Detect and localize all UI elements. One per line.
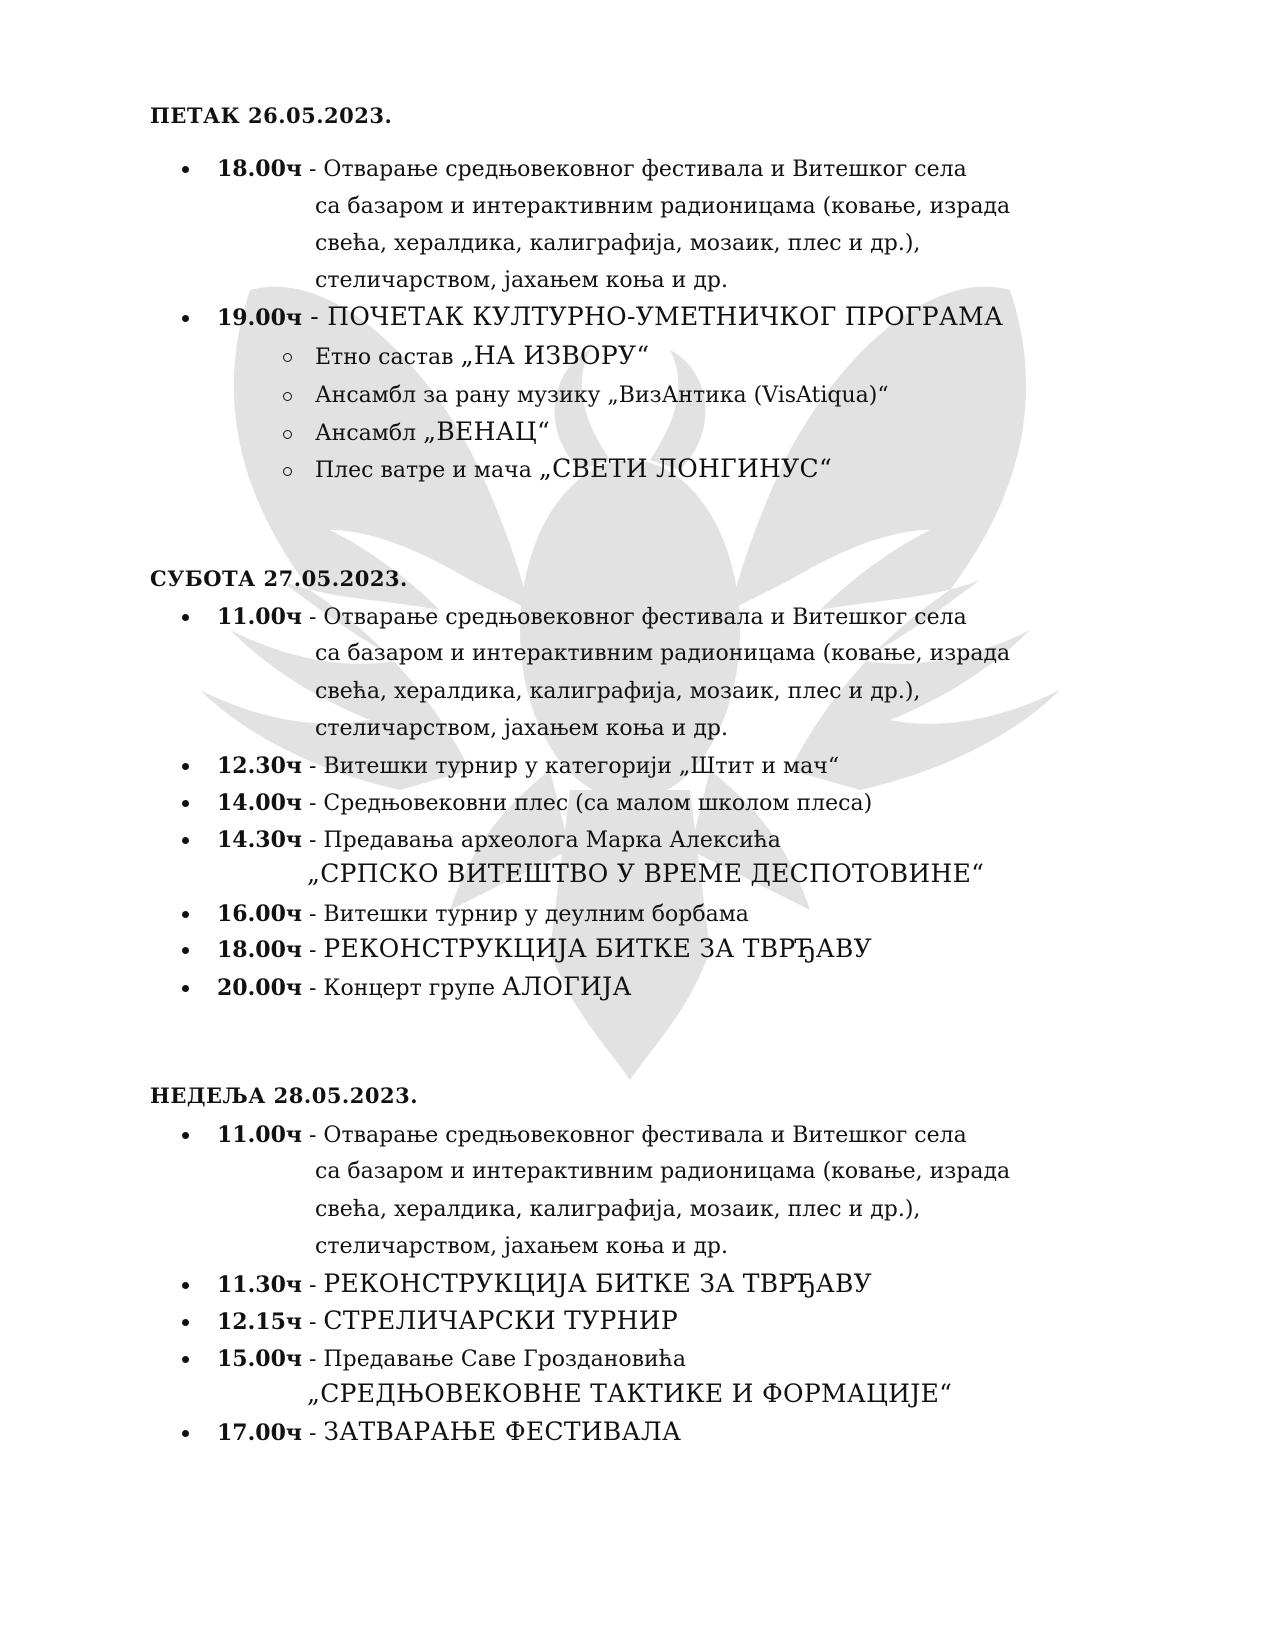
- item-time: 16.00ч: [217, 901, 302, 927]
- item-continuation: са базаром и интерактивним радионицама (ковање, израда: [315, 641, 1011, 666]
- item-highlight: РЕКОНСТРУКЦИЈА БИТКЕ ЗА ТВРЂАВУ: [323, 1269, 873, 1298]
- bullet-icon: [182, 166, 189, 173]
- item-text: - Концерт групе: [302, 976, 502, 1001]
- bullet-icon: [182, 985, 189, 992]
- schedule-item: [217, 1121, 967, 1150]
- item-text: - Отварање средњовековног фестивала и Витешког села: [302, 605, 967, 630]
- sub-item-label: Ансамбл за рану музику „ВизАнтика (VisAtiqua)“: [315, 383, 889, 408]
- item-time: 11.00ч: [217, 1122, 302, 1148]
- bullet-icon: [182, 911, 189, 918]
- item-time: 17.00ч: [217, 1420, 302, 1446]
- schedule-item: [217, 1307, 678, 1337]
- schedule-item: [217, 900, 749, 929]
- item-continuation: свећа, хералдика, калиграфија, мозаик, плес и др.),: [315, 231, 921, 256]
- sub-item-name: „СВЕТИ ЛОНГИНУС“: [538, 454, 833, 483]
- item-time: 12.30ч: [217, 753, 302, 779]
- item-continuation: стеличарством, јахањем коња и др.: [315, 1234, 728, 1259]
- bullet-icon: [182, 800, 189, 807]
- item-highlight: СТРЕЛИЧАРСКИ ТУРНИР: [323, 1306, 678, 1335]
- bullet-icon: [182, 763, 189, 770]
- item-text: - Витешки турнир у деулним борбама: [302, 902, 749, 927]
- item-continuation: стеличарством, јахањем коња и др.: [315, 716, 728, 741]
- item-text: - Средњовековни плес (са малом школом плеса): [302, 791, 873, 816]
- sub-item-label: Плес ватре и мача: [315, 458, 539, 483]
- item-continuation: стеличарством, јахањем коња и др.: [315, 268, 728, 293]
- sub-item: [315, 455, 832, 485]
- item-highlight: АЛОГИЈА: [502, 972, 632, 1001]
- item-time: 12.15ч: [217, 1309, 302, 1335]
- schedule-item: [217, 789, 872, 818]
- sub-item-label: Ансамбл: [315, 421, 424, 446]
- item-text: - Предавање Саве Гроздановића: [302, 1347, 686, 1372]
- schedule-item: [217, 826, 781, 855]
- item-time: 20.00ч: [217, 975, 302, 1001]
- lecture-title: „СРПСКО ВИТЕШТВО У ВРЕМЕ ДЕСПОТОВИНЕ“: [307, 859, 985, 888]
- day-heading-saturday: СУБОТА 27.05.2023.: [150, 566, 408, 591]
- schedule-item: [217, 155, 967, 184]
- day-heading-sunday: НЕДЕЉА 28.05.2023.: [150, 1083, 419, 1108]
- bullet-icon: [182, 1319, 189, 1326]
- schedule-item: [217, 1270, 872, 1300]
- bullet-icon: [182, 1132, 189, 1139]
- bullet-icon: [182, 1282, 189, 1289]
- bullet-icon: [182, 315, 189, 322]
- bullet-icon: [182, 614, 189, 621]
- item-text: - Витешки турнир у категорији „Штит и мач“: [302, 754, 840, 779]
- item-time: 11.30ч: [217, 1272, 302, 1298]
- sub-item-name: „ВЕНАЦ“: [423, 417, 551, 446]
- day-heading-friday: ПЕТАК 26.05.2023.: [150, 103, 393, 128]
- item-text: - Предавања археолога Марка Алексића: [302, 828, 781, 853]
- sub-item: [315, 342, 649, 372]
- item-time: 14.30ч: [217, 827, 302, 853]
- schedule-item: [217, 1418, 681, 1448]
- item-continuation: са базаром и интерактивним радионицама (ковање, израда: [315, 194, 1011, 219]
- item-text: -: [302, 1273, 324, 1298]
- bullet-icon: [182, 837, 189, 844]
- item-time: 14.00ч: [217, 790, 302, 816]
- item-text: -: [302, 1310, 324, 1335]
- item-text: -: [302, 938, 324, 963]
- schedule-item: [217, 973, 632, 1003]
- item-time: 15.00ч: [217, 1346, 302, 1372]
- schedule-item: [217, 752, 839, 781]
- bullet-icon: [182, 947, 189, 954]
- sub-bullet-icon: [283, 467, 292, 476]
- item-text: - ПОЧЕТАК КУЛТУРНО-УМЕТНИЧКОГ ПРОГРАМА: [302, 302, 1004, 331]
- sub-bullet-icon: [283, 353, 292, 362]
- item-time: 18.00ч: [217, 937, 302, 963]
- schedule-item: [217, 935, 872, 965]
- sub-item-label: Етно састав: [315, 345, 461, 370]
- lecture-title: „СРЕДЊОВЕКОВНЕ ТАКТИКЕ И ФОРМАЦИЈЕ“: [307, 1379, 953, 1408]
- bullet-icon: [182, 1356, 189, 1363]
- item-continuation: свећа, хералдика, калиграфија, мозаик, плес и др.),: [315, 1197, 921, 1222]
- sub-bullet-icon: [283, 392, 292, 401]
- schedule-item: [217, 1345, 686, 1374]
- item-time: 11.00ч: [217, 604, 302, 630]
- item-highlight: РЕКОНСТРУКЦИЈА БИТКЕ ЗА ТВРЂАВУ: [323, 934, 873, 963]
- item-continuation: свећа, хералдика, калиграфија, мозаик, плес и др.),: [315, 679, 921, 704]
- sub-item: [315, 418, 550, 448]
- item-text: - Отварање средњовековног фестивала и Витешког села: [302, 1123, 967, 1148]
- sub-item: [315, 380, 889, 410]
- item-text: -: [302, 1421, 324, 1446]
- sub-bullet-icon: [283, 430, 292, 439]
- bullet-icon: [182, 1430, 189, 1437]
- item-highlight: ЗАТВАРАЊЕ ФЕСТИВАЛА: [323, 1417, 682, 1446]
- schedule-item: [217, 603, 967, 632]
- item-time: 19.00ч: [217, 305, 302, 331]
- sub-item-name: „НА ИЗВОРУ“: [460, 341, 650, 370]
- item-time: 18.00ч: [217, 156, 302, 182]
- schedule-item: [217, 303, 1003, 333]
- item-continuation: са базаром и интерактивним радионицама (ковање, израда: [315, 1159, 1011, 1184]
- item-text: - Отварање средњовековног фестивала и Витешког села: [302, 157, 967, 182]
